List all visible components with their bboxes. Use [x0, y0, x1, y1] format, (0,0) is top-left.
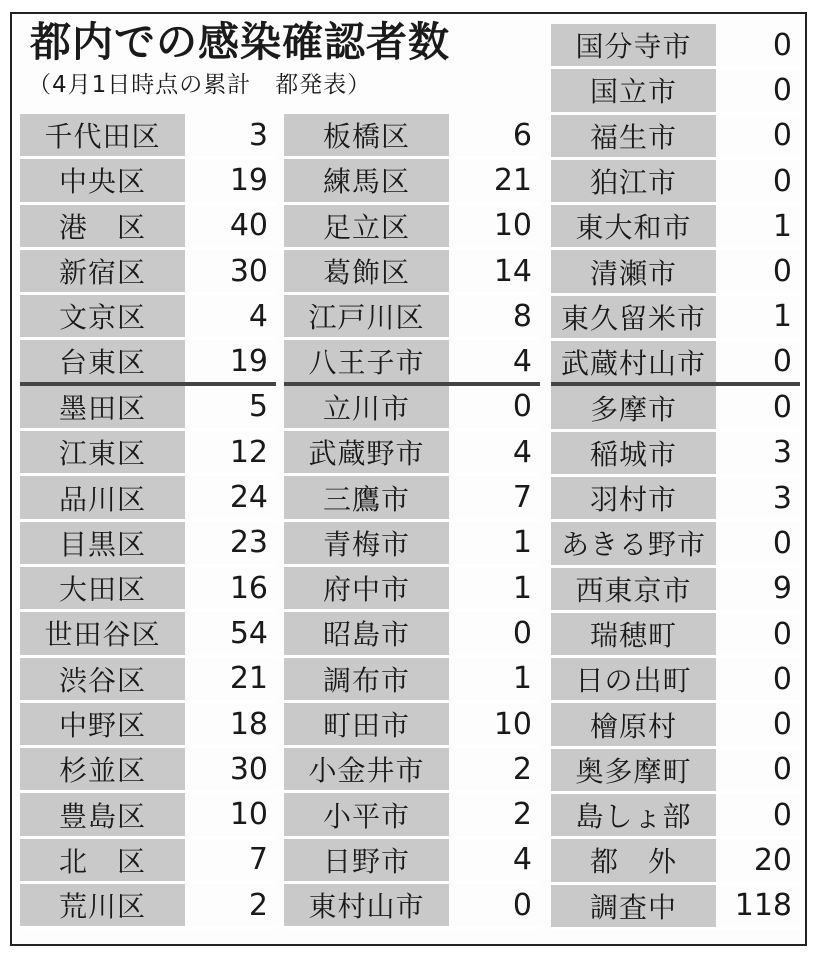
table-row: [551, 341, 800, 386]
municipality-name: 狛江市: [551, 160, 716, 202]
table-row: [551, 613, 800, 658]
case-count: 7: [248, 842, 268, 878]
case-count: 16: [229, 570, 268, 606]
case-count: 1: [512, 525, 532, 561]
municipality-name: 品川区: [20, 476, 185, 518]
table-row: [551, 568, 800, 613]
case-count: 14: [493, 253, 532, 289]
municipality-name: 世田谷区: [20, 612, 185, 654]
case-count: 118: [734, 888, 792, 924]
case-count: 0: [512, 887, 532, 923]
case-count: 0: [772, 797, 792, 833]
municipality-name: 多摩市: [551, 386, 716, 428]
municipality-name: 中野区: [20, 703, 185, 745]
table-row: [20, 476, 276, 521]
page-title: 都内での感染確認者数: [30, 18, 450, 66]
municipality-name: 文京区: [20, 295, 185, 337]
municipality-name: 港 区: [20, 205, 185, 247]
table-row: [284, 567, 540, 612]
municipality-name: 小金井市: [284, 748, 449, 790]
table-row: [20, 250, 276, 295]
municipality-name: 都 外: [551, 839, 716, 881]
case-count: 24: [229, 480, 268, 516]
case-count: 0: [772, 254, 792, 290]
municipality-name: 東久留米市: [551, 296, 716, 338]
case-count: 2: [512, 797, 532, 833]
table-row: [20, 114, 276, 159]
municipality-name: 小平市: [284, 793, 449, 835]
municipality-name: 葛飾区: [284, 250, 449, 292]
case-count: 18: [229, 706, 268, 742]
municipality-name: 三鷹市: [284, 476, 449, 518]
case-count: 0: [772, 707, 792, 743]
municipality-name: 調布市: [284, 658, 449, 700]
table-row: [20, 340, 276, 385]
case-count: 20: [753, 842, 792, 878]
table-row: [20, 658, 276, 703]
case-count: 54: [229, 615, 268, 651]
municipality-name: 東大和市: [551, 205, 716, 247]
table-row: [551, 839, 800, 884]
case-count: 4: [512, 343, 532, 379]
table-row: [284, 612, 540, 657]
table-row: [284, 205, 540, 250]
case-count: 0: [772, 525, 792, 561]
table-row: [551, 885, 800, 930]
case-count: 12: [229, 434, 268, 470]
table-row: [551, 432, 800, 477]
municipality-name: 福生市: [551, 115, 716, 157]
table-row: [284, 522, 540, 567]
case-count: 1: [772, 208, 792, 244]
table-row: [284, 250, 540, 295]
table-row: [551, 522, 800, 567]
table-row: [284, 159, 540, 204]
table-row: [284, 386, 540, 431]
table-row: [20, 567, 276, 612]
case-count: 3: [248, 117, 268, 153]
case-count: 21: [493, 162, 532, 198]
municipality-name: 羽村市: [551, 477, 716, 519]
municipality-name: 稲城市: [551, 432, 716, 474]
table-row: [551, 69, 800, 114]
case-count: 23: [229, 525, 268, 561]
table-row: [551, 115, 800, 160]
table-row: [284, 748, 540, 793]
table-row: [284, 703, 540, 748]
municipality-name: 島しょ部: [551, 794, 716, 836]
municipality-name: 青梅市: [284, 522, 449, 564]
municipality-name: 大田区: [20, 567, 185, 609]
table-row: [20, 793, 276, 838]
municipality-name: 杉並区: [20, 748, 185, 790]
table-row: [284, 476, 540, 521]
case-count: 0: [772, 752, 792, 788]
municipality-name: 武蔵村山市: [551, 341, 716, 382]
municipality-name: 日野市: [284, 839, 449, 881]
column-wards-cities-2: [284, 114, 540, 929]
page-subtitle: （4月1日時点の累計 都発表）: [28, 72, 372, 98]
case-count: 30: [229, 751, 268, 787]
municipality-name: 日の出町: [551, 658, 716, 700]
case-count: 0: [512, 615, 532, 651]
case-count: 2: [512, 751, 532, 787]
table-row: [20, 159, 276, 204]
case-count: 6: [512, 117, 532, 153]
table-row: [20, 386, 276, 431]
table-row: [284, 295, 540, 340]
case-count: 3: [772, 435, 792, 471]
table-row: [551, 703, 800, 748]
case-count: 1: [772, 299, 792, 335]
table-row: [284, 658, 540, 703]
case-count: 10: [493, 706, 532, 742]
municipality-name: 新宿区: [20, 250, 185, 292]
table-row: [20, 884, 276, 929]
case-count: 9: [772, 571, 792, 607]
table-row: [20, 839, 276, 884]
table-row: [551, 250, 800, 295]
case-count: 7: [512, 480, 532, 516]
table-row: [551, 386, 800, 431]
table-row: [20, 295, 276, 340]
table-row: [551, 794, 800, 839]
municipality-name: 瑞穂町: [551, 613, 716, 655]
case-count: 8: [512, 298, 532, 334]
case-count: 0: [772, 661, 792, 697]
table-row: [20, 431, 276, 476]
municipality-name: 板橋区: [284, 114, 449, 156]
municipality-name: 檜原村: [551, 703, 716, 745]
municipality-name: 立川市: [284, 386, 449, 428]
municipality-name: 奥多摩町: [551, 749, 716, 791]
municipality-name: 東村山市: [284, 884, 449, 926]
table-row: [284, 793, 540, 838]
municipality-name: 国分寺市: [551, 24, 716, 66]
table-row: [20, 748, 276, 793]
case-count: 21: [229, 661, 268, 697]
municipality-name: 昭島市: [284, 612, 449, 654]
municipality-name: 武蔵野市: [284, 431, 449, 473]
municipality-name: 墨田区: [20, 386, 185, 428]
case-count: 0: [772, 72, 792, 108]
case-count: 0: [772, 118, 792, 154]
municipality-name: 荒川区: [20, 884, 185, 926]
column-cities-towns-3: [551, 24, 800, 930]
municipality-name: 千代田区: [20, 114, 185, 156]
municipality-name: 西東京市: [551, 568, 716, 610]
case-count: 5: [248, 389, 268, 425]
municipality-name: 町田市: [284, 703, 449, 745]
table-row: [551, 205, 800, 250]
table-row: [551, 160, 800, 205]
municipality-name: 目黒区: [20, 522, 185, 564]
municipality-name: 中央区: [20, 159, 185, 201]
case-count: 4: [512, 842, 532, 878]
case-count: 0: [772, 390, 792, 426]
municipality-name: 清瀬市: [551, 250, 716, 292]
case-count: 19: [229, 343, 268, 379]
table-row: [284, 884, 540, 929]
table-row: [284, 114, 540, 159]
table-row: [20, 205, 276, 250]
case-count: 0: [772, 344, 792, 380]
case-count: 3: [772, 480, 792, 516]
municipality-name: 練馬区: [284, 159, 449, 201]
municipality-name: 調査中: [551, 885, 716, 927]
case-count: 1: [512, 570, 532, 606]
municipality-name: 江東区: [20, 431, 185, 473]
case-count: 4: [248, 298, 268, 334]
municipality-name: 北 区: [20, 839, 185, 881]
case-count: 40: [229, 208, 268, 244]
case-count: 10: [229, 797, 268, 833]
municipality-name: 豊島区: [20, 793, 185, 835]
table-row: [20, 703, 276, 748]
table-row: [551, 749, 800, 794]
municipality-name: 国立市: [551, 69, 716, 111]
case-count: 30: [229, 253, 268, 289]
case-count: 0: [772, 27, 792, 63]
municipality-name: 府中市: [284, 567, 449, 609]
case-count: 4: [512, 434, 532, 470]
column-wards-1: [20, 114, 276, 929]
case-count: 0: [772, 616, 792, 652]
municipality-name: あきる野市: [551, 522, 716, 564]
case-count: 0: [772, 163, 792, 199]
table-row: [284, 431, 540, 476]
municipality-name: 渋谷区: [20, 658, 185, 700]
case-count: 2: [248, 887, 268, 923]
case-count: 1: [512, 661, 532, 697]
table-row: [284, 340, 540, 385]
table-row: [551, 658, 800, 703]
case-count: 0: [512, 389, 532, 425]
table-row: [20, 522, 276, 567]
municipality-name: 江戸川区: [284, 295, 449, 337]
municipality-name: 台東区: [20, 340, 185, 381]
table-row: [551, 477, 800, 522]
table-row: [20, 612, 276, 657]
municipality-name: 足立区: [284, 205, 449, 247]
case-count: 10: [493, 208, 532, 244]
case-count: 19: [229, 162, 268, 198]
table-row: [551, 296, 800, 341]
municipality-name: 八王子市: [284, 340, 449, 381]
table-row: [551, 24, 800, 69]
table-row: [284, 839, 540, 884]
